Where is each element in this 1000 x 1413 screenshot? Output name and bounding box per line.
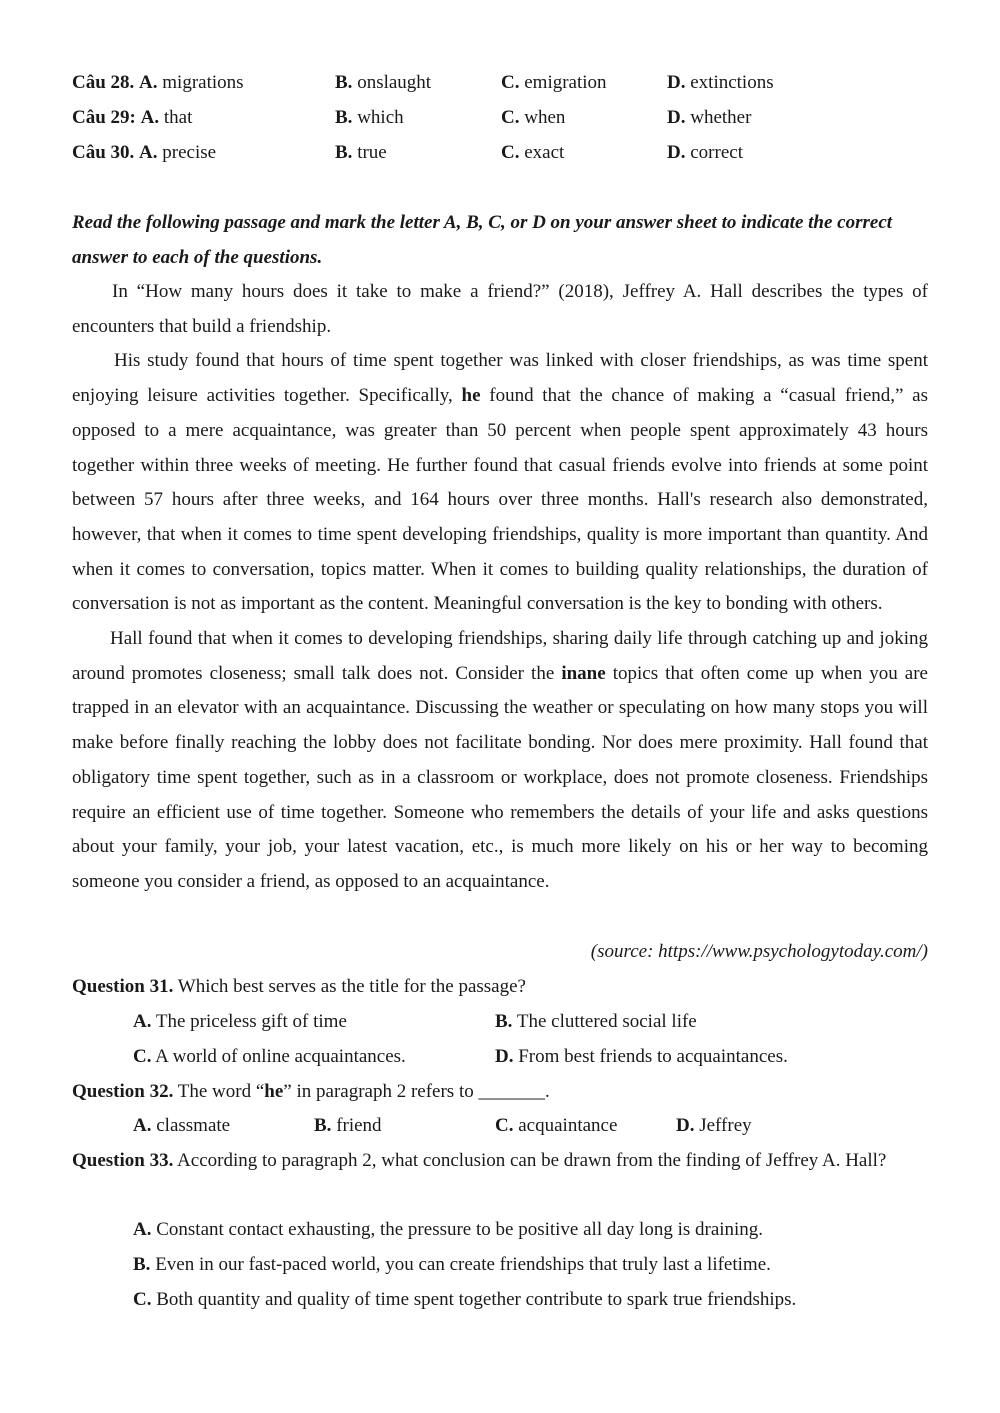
question-32: Question 32. The word “he” in paragraph 2 refers to _______. [72,1081,550,1102]
question-label: Câu 30. A. precise [72,142,217,163]
reading-passage [72,275,928,900]
q32-option-a[interactable]: A. classmate [133,1115,231,1136]
option-d: D. extinctions [667,72,774,93]
q32-option-b[interactable]: B. friend [314,1115,382,1136]
option-d: D. whether [667,107,752,128]
highlighted-word-inane: inane [561,662,606,684]
q33-option-b[interactable]: B. Even in our fast-paced world, you can create friendships that truly last a lifetime. [133,1254,771,1275]
highlighted-word-he: he [461,385,481,407]
question-33: Question 33. According to paragraph 2, what conclusion can be drawn from the finding of Jeffrey A. Hall? [72,1150,887,1171]
q33-option-a[interactable]: A. Constant contact exhausting, the pressure to be positive all day long is draining. [133,1219,764,1240]
q31-option-d[interactable]: D. From best friends to acquaintances. [495,1046,788,1067]
option-b: B. which [335,107,404,128]
paragraph-3: Hall found that when it comes to developing friendships, sharing daily life through catching up and joking around promotes closeness; small talk does not. Consider the inane topics that often come up when you are trapped in an elevator with an acquaintance. Discussing the weather or speculating on how many stops you will make before finally reaching the lobby does not facilitate bonding. Nor does mere proximity. Hall found that obligatory time spent together, such as in a classroom or workplace, does not promote closeness. Friendships require an efficient use of time together. Someone who remembers the details of your life and asks questions about your family, your job, your latest vacation, etc., is much more likely on his or her way to becoming someone you consider a friend, as opposed to an acquaintance. [72,628,928,892]
option-b: B. onslaught [335,72,432,93]
option-d: D. correct [667,142,743,163]
passage-source: (source: https://www.psychologytoday.com/) [590,941,928,962]
q33-option-c[interactable]: C. Both quantity and quality of time spent together contribute to spark true friendships. [133,1289,797,1310]
option-b: B. true [335,142,387,163]
question-label: Câu 29: A. that [72,107,193,128]
paragraph-1: In “How many hours does it take to make a friend?” (2018), Jeffrey A. Hall describes the types of encounters that build a friendship. [72,281,928,337]
option-c: C. when [501,107,566,128]
option-c: C. exact [501,142,565,163]
paragraph-2: His study found that hours of time spent together was linked with closer friendships, as was time spent enjoying leisure activities together. Specifically, he found that the chance of making a “casual friend,” as opposed to a mere acquaintance, was greater than 50 percent when people spent approximately 43 hours together within three weeks of meeting. He further found that casual friends evolve into friends at some point between 57 hours after three weeks, and 164 hours over three months. Hall's research also demonstrated, however, that when it comes to time spent developing friendships, quality is more important than quantity. And when it comes to conversation, topics matter. When it comes to building quality relationships, the duration of conversation is not as important as the content. Meaningful conversation is the key to bonding with others. [72,350,929,615]
q32-option-c[interactable]: C. acquaintance [495,1115,618,1136]
question-label: Câu 28. A. migrations [72,72,244,93]
question-31: Question 31. Which best serves as the title for the passage? [72,976,526,997]
q31-option-c[interactable]: C. A world of online acquaintances. [133,1046,406,1067]
q31-option-a[interactable]: A. The priceless gift of time [133,1011,347,1032]
q32-option-d[interactable]: D. Jeffrey [676,1115,752,1136]
option-c: C. emigration [501,72,607,93]
reading-instruction: Read the following passage and mark the letter A, B, C, or D on your answer sheet to indicate the correct answer to each of the questions. [72,212,893,268]
q31-option-b[interactable]: B. The cluttered social life [495,1011,697,1032]
